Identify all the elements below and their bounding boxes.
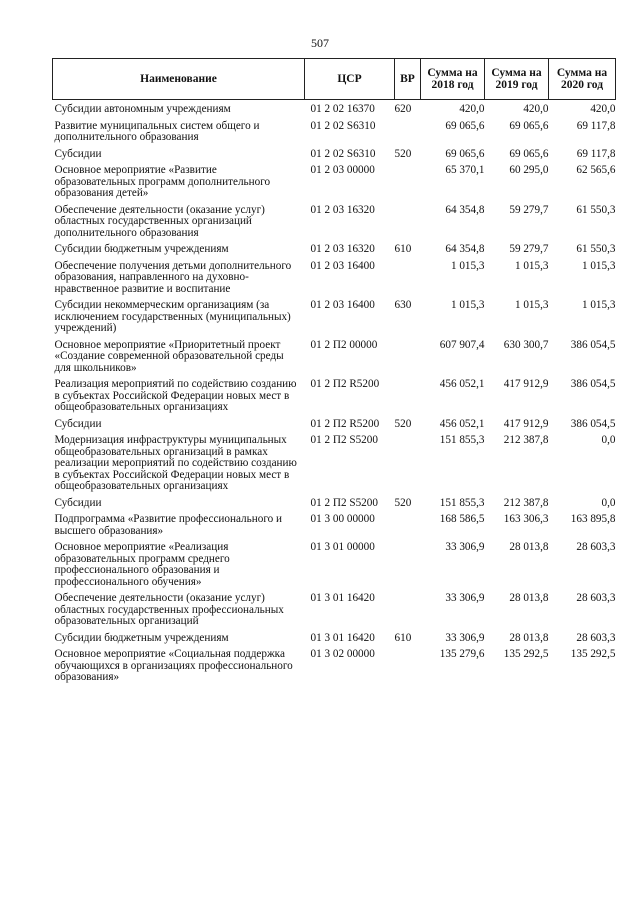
cell-csr: 01 3 00 00000 [310,513,375,525]
cell-sum-2018: 168 586,5 [439,513,485,525]
table-row [53,434,616,497]
cell-sum-2020: 0,0 [601,434,616,446]
cell-name: Реализация мероприятий по содействию созданию в субъектах Российской Федерации новых мест в общеобразовательных организациях [54,378,297,413]
cell-sum-2020: 62 565,6 [576,164,616,176]
cell-name: Обеспечение деятельности (оказание услуг) областных государственных профессиональных образовательных организаций [54,592,284,627]
header-vr: ВР [395,59,421,100]
cell-vr [395,592,421,632]
cell-vr: 520 [394,496,412,509]
cell-sum-2020: 135 292,5 [570,648,616,660]
table-row [53,260,616,300]
cell-vr: 610 [394,631,412,644]
cell-vr [395,434,421,497]
table-row [53,632,616,649]
cell-vr [395,648,421,688]
cell-sum-2018: 456 052,1 [439,417,485,430]
budget-table-container [52,58,615,688]
cell-csr: 01 2 03 16400 [310,259,375,272]
table-row [53,243,616,260]
cell-name: Субсидии [54,417,102,430]
table-row [53,418,616,435]
cell-sum-2018: 456 052,1 [439,378,485,390]
cell-csr: 01 2 03 16320 [310,243,375,255]
cell-vr [395,204,421,244]
cell-sum-2019: 69 065,6 [509,119,549,132]
table-row [53,513,616,541]
cell-sum-2019: 59 279,7 [509,243,549,255]
cell-sum-2020: 69 117,8 [576,119,616,132]
table-header [53,59,616,100]
cell-csr: 01 2 П2 R5200 [310,417,380,430]
table-row [53,148,616,165]
cell-sum-2019: 420,0 [523,103,549,115]
cell-sum-2019: 417 912,9 [503,417,549,430]
cell-sum-2019: 212 387,8 [503,496,549,509]
cell-csr: 01 3 01 16420 [310,631,375,644]
cell-csr: 01 2 П2 S5200 [310,434,378,446]
cell-sum-2020: 386 054,5 [570,417,616,430]
cell-vr: 610 [394,243,412,255]
header-csr: ЦСР [305,59,395,100]
table-row [53,592,616,632]
cell-sum-2019: 59 279,7 [509,203,549,216]
cell-name: Субсидии бюджетным учреждениям [54,631,229,644]
cell-csr: 01 2 02 16370 [310,103,375,115]
cell-sum-2020: 28 603,3 [576,631,616,644]
cell-sum-2020: 28 603,3 [576,592,616,604]
table-row [53,648,616,688]
table-row [53,164,616,204]
cell-name: Субсидии [54,147,102,160]
cell-vr: 520 [394,147,412,160]
cell-sum-2020: 1 015,3 [581,259,616,272]
cell-vr [395,541,421,592]
cell-csr: 01 2 П2 R5200 [310,378,380,390]
cell-name: Основное мероприятие «Приоритетный проект «Создание современной образовательной среды для школьников» [54,338,284,374]
cell-sum-2019: 69 065,6 [509,147,549,160]
cell-sum-2020: 28 603,3 [576,541,616,553]
cell-sum-2020: 386 054,5 [570,338,616,351]
cell-csr: 01 2 П2 S5200 [310,496,378,509]
cell-sum-2020: 420,0 [590,103,616,115]
cell-sum-2018: 1 015,3 [450,259,485,272]
cell-sum-2018: 69 065,6 [445,119,485,132]
table-row [53,100,616,120]
cell-name: Субсидии некоммерческим организациям (за исключением государственных (муниципальных) учреждений) [54,299,291,334]
cell-sum-2020: 0,0 [601,496,616,509]
cell-csr: 01 3 01 00000 [310,541,375,553]
cell-sum-2018: 151 855,3 [439,434,485,446]
cell-csr: 01 2 03 16320 [310,203,375,216]
cell-csr: 01 2 03 16400 [310,299,375,311]
cell-sum-2020: 61 550,3 [576,243,616,255]
cell-sum-2019: 1 015,3 [514,259,549,272]
cell-sum-2019: 417 912,9 [503,378,549,390]
cell-name: Основное мероприятие «Реализация образовательных программ среднего профессионального образования и профессионального обучения» [54,541,230,588]
cell-vr [395,378,421,418]
cell-sum-2018: 64 354,8 [445,243,485,255]
cell-vr [395,164,421,204]
cell-sum-2019: 135 292,5 [503,648,549,660]
cell-vr [395,120,421,148]
cell-sum-2020: 61 550,3 [576,203,616,216]
table-row [53,497,616,514]
cell-sum-2020: 386 054,5 [570,378,616,390]
cell-name: Субсидии бюджетным учреждениям [54,243,229,255]
cell-sum-2019: 163 306,3 [503,513,549,525]
cell-sum-2020: 69 117,8 [576,147,616,160]
cell-vr: 520 [394,417,412,430]
header-sum-2018: Сумма на 2018 год [421,59,485,100]
cell-sum-2019: 28 013,8 [509,541,549,553]
cell-sum-2018: 33 306,9 [445,592,485,604]
header-sum-2020: Сумма на 2020 год [549,59,616,100]
table-body [53,100,616,688]
cell-sum-2018: 33 306,9 [445,631,485,644]
cell-sum-2018: 65 370,1 [445,164,485,176]
cell-sum-2018: 607 907,4 [439,338,485,351]
cell-sum-2019: 28 013,8 [509,592,549,604]
cell-sum-2018: 135 279,6 [439,648,485,660]
cell-vr [395,513,421,541]
cell-vr [395,339,421,379]
table-row [53,339,616,379]
cell-name: Субсидии [54,496,102,509]
cell-csr: 01 2 02 S6310 [310,119,376,132]
cell-sum-2018: 1 015,3 [450,299,485,311]
cell-csr: 01 2 02 S6310 [310,147,376,160]
cell-sum-2020: 163 895,8 [570,513,616,525]
page-number: 507 [311,36,329,50]
cell-sum-2019: 630 300,7 [503,338,549,351]
cell-sum-2018: 151 855,3 [439,496,485,509]
cell-name: Модернизация инфраструктуры муниципальных общеобразовательных организаций в рамках реализации мероприятий по содействию созданию в субъектах Российской Федерации новых мест в общеобразовательных организациях [54,434,297,492]
header-name: Наименование [53,59,305,100]
cell-csr: 01 3 01 16420 [310,592,375,604]
cell-sum-2019: 212 387,8 [503,434,549,446]
cell-sum-2019: 60 295,0 [509,164,549,176]
cell-name: Подпрограмма «Развитие профессионального и высшего образования» [54,513,283,537]
cell-name: Обеспечение получения детьми дополнительного образования, направленного на духовно-нравственное развитие и воспитание [54,259,292,295]
table-row [53,378,616,418]
cell-sum-2020: 1 015,3 [581,299,616,311]
table-row [53,204,616,244]
cell-vr: 630 [394,299,412,311]
cell-name: Обеспечение деятельности (оказание услуг) областных государственных организаций дополнительного образования [54,203,265,239]
cell-name: Субсидии автономным учреждениям [54,103,231,115]
cell-vr [395,260,421,300]
header-sum-2019: Сумма на 2019 год [485,59,549,100]
cell-csr: 01 2 03 00000 [310,164,375,176]
cell-sum-2019: 1 015,3 [514,299,549,311]
cell-sum-2018: 64 354,8 [445,203,485,216]
budget-table [52,58,616,688]
cell-name: Основное мероприятие «Развитие образовательных программ дополнительного образования детей» [54,164,271,199]
cell-sum-2018: 69 065,6 [445,147,485,160]
cell-sum-2018: 33 306,9 [445,541,485,553]
cell-name: Развитие муниципальных систем общего и дополнительного образования [54,119,260,143]
table-row [53,120,616,148]
cell-vr: 620 [394,103,412,115]
table-row [53,541,616,592]
cell-csr: 01 2 П2 00000 [310,338,378,351]
table-row [53,299,616,339]
cell-csr: 01 3 02 00000 [310,648,375,660]
cell-sum-2018: 420,0 [459,103,485,115]
cell-name: Основное мероприятие «Социальная поддержка обучающихся в организациях профессионального образования» [54,648,293,683]
cell-sum-2019: 28 013,8 [509,631,549,644]
